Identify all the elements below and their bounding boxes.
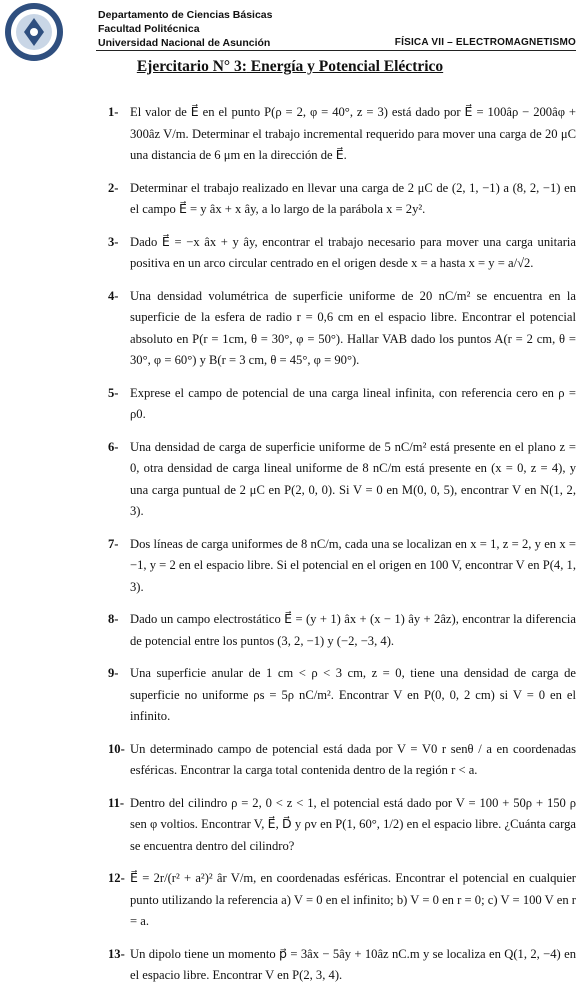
problem-number: 6- bbox=[108, 439, 119, 454]
problem-item bbox=[108, 609, 576, 652]
problem-number: 12- bbox=[108, 871, 125, 885]
title-rest: Energía y Potencial Eléctrico bbox=[246, 58, 444, 75]
problem-number: 8- bbox=[108, 612, 119, 626]
problem-item bbox=[108, 534, 576, 599]
problem-number: 11- bbox=[108, 795, 125, 810]
department-name: Departamento de Ciencias Básicas bbox=[98, 9, 273, 21]
problem-text: Una superficie anular de 1 cm < ρ < 3 cm, z = 0, tiene una densidad de carga de superficie no uniforme ρs = 5ρ nC/m². Encontrar V en P(0, 0, 2 cm) si V = 0 en el infinito. bbox=[130, 666, 576, 723]
problem-item bbox=[108, 383, 576, 426]
problem-item bbox=[108, 739, 576, 782]
university-name: Universidad Nacional de Asunción bbox=[98, 37, 271, 49]
problem-number: 4- bbox=[108, 288, 119, 303]
problem-number: 3- bbox=[108, 234, 119, 249]
problem-text: Dado un campo electrostático E⃗ = (y + 1) âx + (x − 1) ây + 2âz), encontrar la diferencia de potencial entre los puntos (3, 2, −1) y (−2, −3, 4). bbox=[130, 612, 576, 648]
problem-item bbox=[108, 286, 576, 372]
problem-number: 7- bbox=[108, 536, 119, 551]
university-logo bbox=[4, 2, 64, 62]
problem-text: E⃗ = 2r/(r² + a²)² âr V/m, en coordenadas esféricas. Encontrar el potencial en cualquier punto utilizando la referencia a) V = 0 en el infinito; b) V = 0 en r = 0; c) V = 100 V en r = a. bbox=[130, 871, 576, 928]
problem-text: Dos líneas de carga uniformes de 8 nC/m, cada una se localizan en x = 1, z = 2, y en x = −1, y = 2 en el espacio libre. Si el potencial en el origen en 100 V, encontrar V en P(4, 1, 3). bbox=[130, 536, 576, 594]
problem-number: 13- bbox=[108, 946, 125, 961]
problem-number: 2- bbox=[108, 180, 119, 195]
problem-text: El valor de E⃗ en el punto P(ρ = 2, φ = 40°, z = 3) está dado por E⃗ = 100âρ − 200âφ + 300âz V/m. Determinar el trabajo incremental requerido para mover una carga de 20 μC una distancia de 6 μm en la dirección de E⃗. bbox=[130, 105, 576, 162]
problem-item bbox=[108, 102, 576, 167]
problem-number: 1- bbox=[108, 105, 119, 119]
problem-text: Un dipolo tiene un momento p⃗ = 3âx − 5ây + 10âz nC.m y se localiza en Q(1, 2, −4) en el espacio libre. Encontrar V en P(2, 3, 4). bbox=[130, 946, 576, 982]
problem-item bbox=[108, 944, 576, 987]
problem-text: Determinar el trabajo realizado en llevar una carga de 2 μC de (2, 1, −1) a (8, 2, −1) en el campo E⃗ = y âx + x ây, a lo largo de la parábola x = 2y². bbox=[130, 180, 576, 216]
problem-item bbox=[108, 178, 576, 221]
title-prefix: Ejercitario N° 3: bbox=[136, 58, 247, 75]
problem-number: 10- bbox=[108, 741, 125, 756]
problem-text: Una densidad de carga de superficie uniforme de 5 nC/m² está presente en el plano z = 0, otra densidad de carga lineal uniforme de 8 nC/m está presente en (x = 0, z = 4), y una carga puntual de 2 μC en P(2, 0, 0). Si V = 0 en M(0, 0, 5), encontrar V en N(1, 2, 3). bbox=[130, 439, 576, 518]
problem-item bbox=[108, 793, 576, 858]
problem-text: Exprese el campo de potencial de una carga lineal infinita, con referencia cero en ρ = ρ0. bbox=[130, 385, 576, 421]
problem-text: Una densidad volumétrica de superficie uniforme de 20 nC/m² se encuentra en la superficie de la esfera de radio r = 0,6 cm en el espacio libre. Encontrar el potencial absoluto en P(r = 1cm, θ = 30°, φ = 50°). Hallar VAB dado los puntos A(r = 2 cm, θ = 30°, φ = 60°) y B(r = 3 cm, θ = 45°, φ = 90°). bbox=[130, 288, 576, 367]
problem-number: 9- bbox=[108, 666, 119, 680]
problem-item bbox=[108, 663, 576, 728]
problem-text: Dado E⃗ = −x âx + y ây, encontrar el trabajo necesario para mover una carga unitaria positiva en un arco circular centrado en el origen desde x = a hasta x = y = a/√2. bbox=[130, 234, 576, 270]
problem-list bbox=[108, 92, 576, 987]
faculty-name: Facultad Politécnica bbox=[98, 23, 200, 35]
problem-item bbox=[108, 437, 576, 523]
problem-text: Dentro del cilindro ρ = 2, 0 < z < 1, el potencial está dado por V = 100 + 50ρ + 150 ρ sen φ voltios. Encontrar V, E⃗, D⃗ y ρv en P(1, 60°, 1/2) en el espacio libre. ¿Cuánta carga se encuentra dentro del cilindro? bbox=[130, 795, 576, 853]
course-name: FÍSICA VII – ELECTROMAGNETISMO bbox=[394, 37, 576, 48]
problem-number: 5- bbox=[108, 385, 119, 400]
problem-text: Un determinado campo de potencial está dada por V = V0 r senθ / a en coordenadas esféricas. Encontrar la carga total contenida dentro de la región r < a. bbox=[130, 741, 576, 777]
problem-item bbox=[108, 232, 576, 275]
problem-item bbox=[108, 868, 576, 933]
page-title bbox=[0, 58, 580, 76]
header-rule bbox=[96, 50, 576, 51]
